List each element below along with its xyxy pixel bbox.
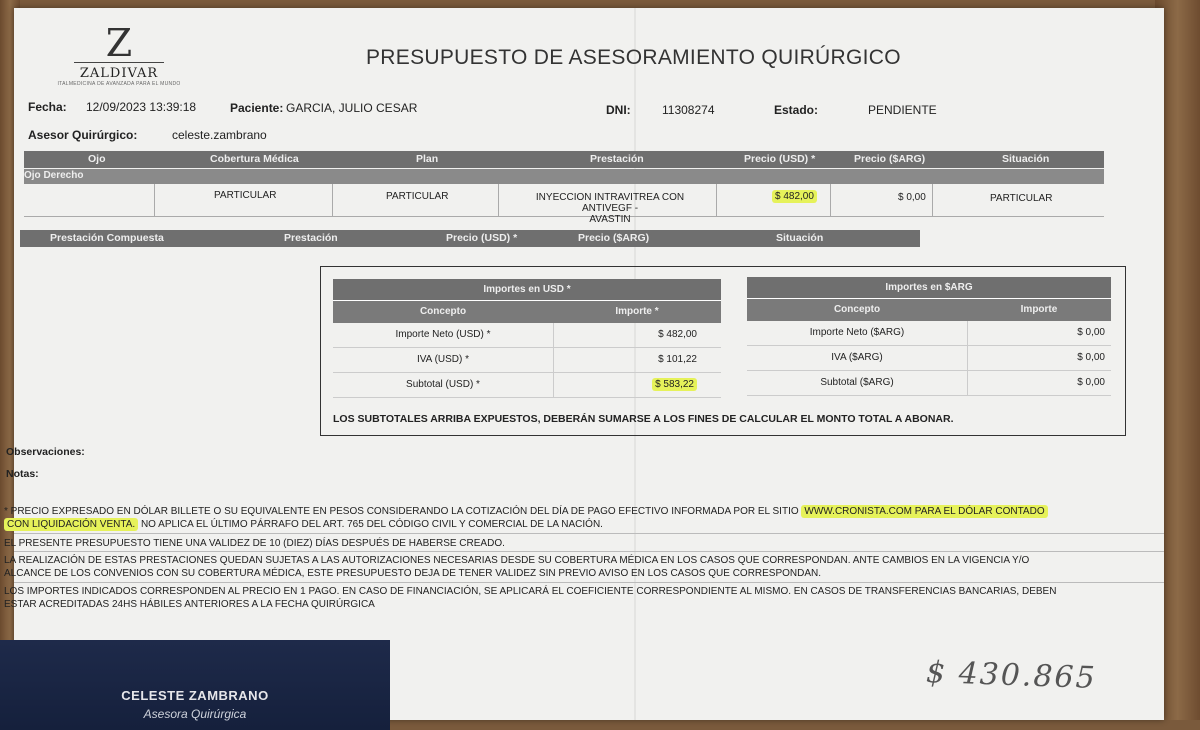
footnote-authorization-2: ALCANCE DE LOS CONVENIOS CON SU COBERTURA MÉDICA, ESTE PRESUPUESTO DEJA DE TENER VALIDEZ SIN PREVIO AVISO EN LOS CASOS QUE CORRESPONDAN. <box>4 568 822 579</box>
usd-amount-header: Importe * <box>615 306 659 317</box>
arg-amount: $ 0,00 <box>967 371 1111 395</box>
group-row <box>24 169 1104 184</box>
fecha-label: Fecha: <box>28 100 67 114</box>
usd-concept: Subtotal (USD) * <box>406 379 480 390</box>
dni-value: 11308274 <box>662 103 715 117</box>
arg-concept: IVA ($ARG) <box>831 352 883 363</box>
usd-row <box>333 323 721 348</box>
usd-summary-subheader <box>333 300 721 323</box>
arg-amount: $ 0,00 <box>967 346 1111 370</box>
handwritten-amount: $ 430.865 <box>925 655 1098 696</box>
col-situacion-2: Situación <box>776 232 824 244</box>
footnote-pricing-text-2: NO APLICA EL ÚLTIMO PÁRRAFO DEL ART. 765 DEL CÓDIGO CIVIL Y COMERCIAL DE LA NACIÓN. <box>140 519 603 530</box>
col-divider <box>154 184 155 216</box>
usd-summary-title: Importes en USD * <box>333 279 721 300</box>
estado-value: PENDIENTE <box>868 103 937 117</box>
arg-summary-table <box>747 277 1111 396</box>
prestacion-line-1: INYECCION INTRAVITREA CON ANTIVEGF - <box>535 192 685 214</box>
col-precio-arg: Precio ($ARG) <box>854 153 926 165</box>
prestacion-line-2: AVASTIN <box>589 214 631 225</box>
main-table-header <box>24 151 1104 168</box>
arg-summary-title: Importes en $ARG <box>747 277 1111 298</box>
col-precio-arg-2: Precio ($ARG) <box>578 232 650 244</box>
arg-concept-header: Concepto <box>833 304 881 315</box>
footnote-pricing <box>4 505 1134 531</box>
col-prestacion: Prestación <box>590 153 644 165</box>
col-divider <box>932 184 933 216</box>
usd-amount: $ 482,00 <box>553 323 703 347</box>
notas-label: Notas: <box>6 468 39 480</box>
cell-prestacion <box>510 192 710 225</box>
fecha-value: 12/09/2023 13:39:18 <box>86 100 197 114</box>
cell-precio-arg: $ 0,00 <box>898 192 926 203</box>
usd-concept: IVA (USD) * <box>416 354 470 365</box>
footnote-pricing-text: * PRECIO EXPRESADO EN DÓLAR BILLETE O SU EQUIVALENTE EN PESOS CONSIDERANDO LA COTIZACIÓN DEL DÍA DE PAGO EFECTIVO INFORMADA POR EL SITIO <box>4 506 799 517</box>
usd-concept: Importe Neto (USD) * <box>395 329 491 340</box>
usd-amount: $ 101,22 <box>553 348 703 372</box>
zaldivar-logo <box>54 21 184 87</box>
asesor-label: Asesor Quirúrgico: <box>28 128 138 142</box>
col-ojo: Ojo <box>88 153 106 165</box>
highlighted-liquidacion: CON LIQUIDACIÓN VENTA. <box>4 518 138 531</box>
highlighted-price-usd: $ 482,00 <box>772 190 817 203</box>
footnote-divider <box>14 582 1164 583</box>
estado-label: Estado: <box>774 103 819 117</box>
usd-concept-header: Concepto <box>419 306 467 317</box>
document-title: PRESUPUESTO DE ASESORAMIENTO QUIRÚRGICO <box>366 46 901 69</box>
dni-label: DNI: <box>606 103 631 117</box>
budget-document <box>4 8 1164 720</box>
col-plan: Plan <box>416 153 439 165</box>
arg-summary-subheader <box>747 298 1111 321</box>
col-situacion: Situación <box>1002 153 1050 165</box>
footnote-payment <box>4 585 1134 611</box>
logo-name: ZALDIVAR <box>74 62 164 81</box>
col-divider <box>498 184 499 216</box>
cell-plan: PARTICULAR <box>386 191 449 202</box>
group-label: Ojo Derecho <box>24 170 84 181</box>
col-divider <box>332 184 333 216</box>
usd-row <box>333 348 721 373</box>
highlighted-subtotal-usd: $ 583,22 <box>652 378 697 391</box>
business-card <box>0 640 390 730</box>
col-cobertura: Cobertura Médica <box>210 153 299 165</box>
arg-concept: Subtotal ($ARG) <box>820 377 894 388</box>
arg-amount-header: Importe <box>1020 304 1058 315</box>
col-prestacion-compuesta: Prestación Compuesta <box>50 232 164 244</box>
col-divider <box>830 184 831 216</box>
logo-mark: Z <box>105 21 133 65</box>
totals-box <box>320 266 1126 436</box>
footnote-authorization-1: LA REALIZACIÓN DE ESTAS PRESTACIONES QUEDAN SUJETAS A LAS AUTORIZACIONES NECESARIAS DESDE SU COBERTURA MÉDICA EN LOS CASOS QUE CORRESPONDAN. ANTE CAMBIOS EN LA VIGENCIA Y/O <box>4 555 1030 566</box>
col-precio-usd: Precio (USD) * <box>744 153 816 165</box>
arg-row <box>747 346 1111 371</box>
observaciones-label: Observaciones: <box>6 446 85 458</box>
cell-situacion: PARTICULAR <box>990 193 1053 204</box>
asesor-value: celeste.zambrano <box>172 128 267 142</box>
col-prestacion-2: Prestación <box>284 232 338 244</box>
footnote-payment-1: LOS IMPORTES INDICADOS CORRESPONDEN AL PRECIO EN 1 PAGO. EN CASO DE FINANCIACIÓN, SE APLICARÁ EL COEFICIENTE CORRESPONDIENTE AL MISMO. EN CASOS DE TRANSFERENCIAS BANCARIAS, DEBEN <box>4 586 1057 597</box>
col-precio-usd-2: Precio (USD) * <box>446 232 518 244</box>
subtotals-note: LOS SUBTOTALES ARRIBA EXPUESTOS, DEBERÁN SUMARSE A LOS FINES DE CALCULAR EL MONTO TOTAL A ABONAR. <box>333 413 954 425</box>
footnote-payment-2: ESTAR ACREDITADAS 24HS HÁBILES ANTERIORES A LA FECHA QUIRÚRGICA <box>4 599 375 610</box>
arg-amount: $ 0,00 <box>967 321 1111 345</box>
footnote-divider <box>14 551 1164 552</box>
cell-precio-usd <box>772 191 817 202</box>
footnote-validity: EL PRESENTE PRESUPUESTO TIENE UNA VALIDEZ DE 10 (DIEZ) DÍAS DESPUÉS DE HABERSE CREADO. <box>4 538 505 549</box>
footnote-authorization <box>4 554 1134 580</box>
usd-summary-table <box>333 279 721 398</box>
usd-amount <box>553 373 703 397</box>
footnote-divider <box>14 533 1164 534</box>
usd-row <box>333 373 721 398</box>
arg-concept: Importe Neto ($ARG) <box>809 327 905 338</box>
compound-table-header <box>20 230 920 247</box>
logo-tagline: ITALMEDICINA DE AVANZADA PARA EL MUNDO <box>57 81 181 87</box>
col-divider <box>716 184 717 216</box>
arg-row <box>747 371 1111 396</box>
card-name: CELESTE ZAMBRANO <box>121 688 269 703</box>
highlighted-cronista: WWW.CRONISTA.COM PARA EL DÓLAR CONTADO <box>801 505 1047 518</box>
paciente-value: GARCIA, JULIO CESAR <box>286 101 418 115</box>
cell-cobertura: PARTICULAR <box>214 190 277 201</box>
paciente-label: Paciente: <box>230 101 284 115</box>
arg-row <box>747 321 1111 346</box>
card-role: Asesora Quirúrgica <box>143 707 247 721</box>
